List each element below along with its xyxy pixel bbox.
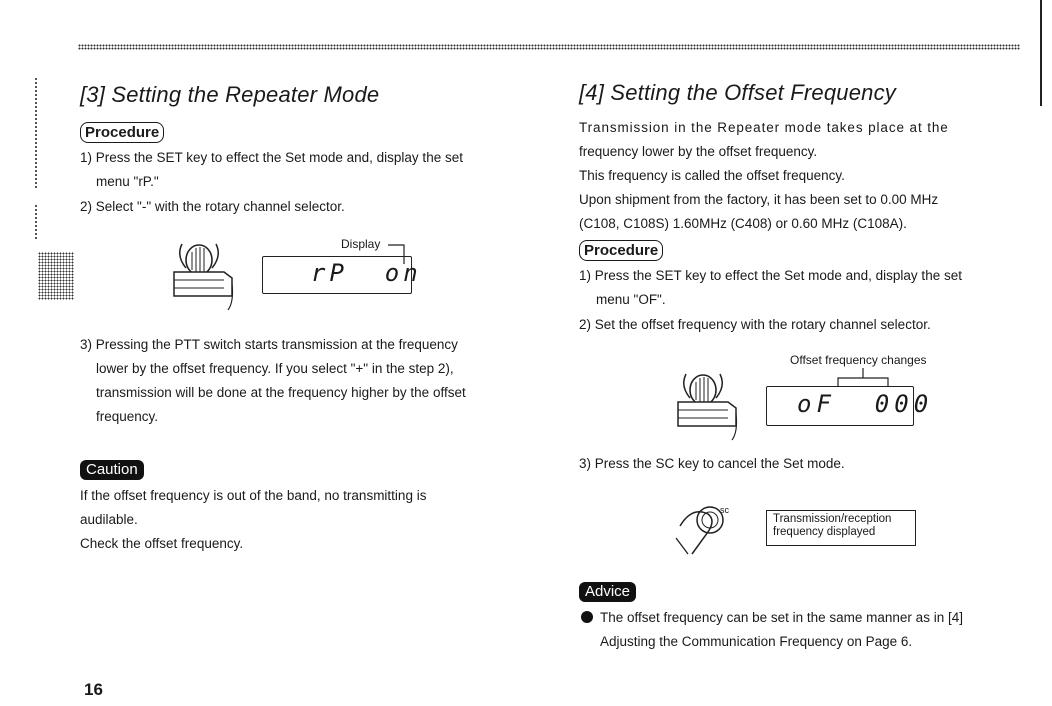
advice-line-2: Adjusting the Communication Frequency on Page 6.: [600, 634, 913, 649]
trx-label-line-2: frequency displayed: [773, 526, 876, 538]
bullet-icon: [581, 611, 593, 623]
left-step-3-line-2: lower by the offset frequency. If you select "+" in the step 2),: [96, 361, 454, 376]
trx-frequency-box: [766, 510, 916, 546]
lcd-text-rp: rP on: [311, 259, 422, 287]
left-step-3-line-4: frequency.: [96, 409, 159, 424]
left-step-3-line-1: 3) Pressing the PTT switch starts transmission at the frequency: [80, 337, 458, 352]
left-step-1-cont: menu "rP.": [96, 174, 159, 189]
margin-dotted-mark: [35, 205, 37, 241]
procedure-label-right: Procedure: [579, 240, 663, 261]
lcd-display-of: [766, 386, 934, 426]
right-step-3: 3) Press the SC key to cancel the Set mode.: [579, 456, 845, 471]
caution-label: Caution: [80, 460, 144, 480]
intro-line-1: Transmission in the Repeater mode takes place at the: [579, 120, 949, 135]
advice-line-1: The offset frequency can be set in the same manner as in [4]: [600, 610, 963, 625]
page-edge-line: [1040, 0, 1042, 106]
display-label: Display: [341, 237, 381, 251]
rotary-knob-illustration: [168, 234, 240, 312]
caution-line-2: audilable.: [80, 512, 138, 527]
caution-line-1: If the offset frequency is out of the band, no transmitting is: [80, 488, 427, 503]
left-step-1: 1) Press the SET key to effect the Set mode and, display the set: [80, 150, 463, 165]
procedure-label-left: Procedure: [80, 122, 164, 143]
sc-key-label: sc: [720, 505, 729, 515]
margin-shaded-tab: [38, 252, 74, 300]
right-step-1-cont: menu "OF".: [596, 292, 666, 307]
dotted-top-rule: [78, 44, 1020, 50]
trx-label-line-1: Transmission/reception: [773, 513, 892, 525]
offset-bracket: [834, 368, 894, 388]
left-step-2: 2) Select "-" with the rotary channel selector.: [80, 199, 345, 214]
section-4-heading: [4] Setting the Offset Frequency: [579, 80, 897, 105]
rotary-knob-illustration-right: [672, 364, 744, 442]
left-step-3-line-3: transmission will be done at the frequency higher by the offset: [96, 385, 466, 400]
advice-label: Advice: [579, 582, 636, 602]
margin-dotted-mark: [35, 78, 37, 188]
intro-line-5: (C108, C108S) 1.60MHz (C408) or 0.60 MHz (C108A).: [579, 216, 907, 231]
page-number: 16: [84, 680, 103, 699]
intro-line-4: Upon shipment from the factory, it has been set to 0.00 MHz: [579, 192, 939, 207]
lcd-display-rp: [262, 256, 422, 294]
intro-line-2: frequency lower by the offset frequency.: [579, 144, 818, 159]
section-3-heading: [3] Setting the Repeater Mode: [80, 82, 380, 107]
right-step-1: 1) Press the SET key to effect the Set mode and, display the set: [579, 268, 962, 283]
offset-changes-label: Offset frequency changes: [790, 353, 927, 367]
intro-line-3: This frequency is called the offset frequency.: [579, 168, 845, 183]
caution-line-3: Check the offset frequency.: [80, 536, 244, 551]
lcd-text-of: oF 000: [797, 390, 934, 418]
right-step-2: 2) Set the offset frequency with the rotary channel selector.: [579, 317, 931, 332]
